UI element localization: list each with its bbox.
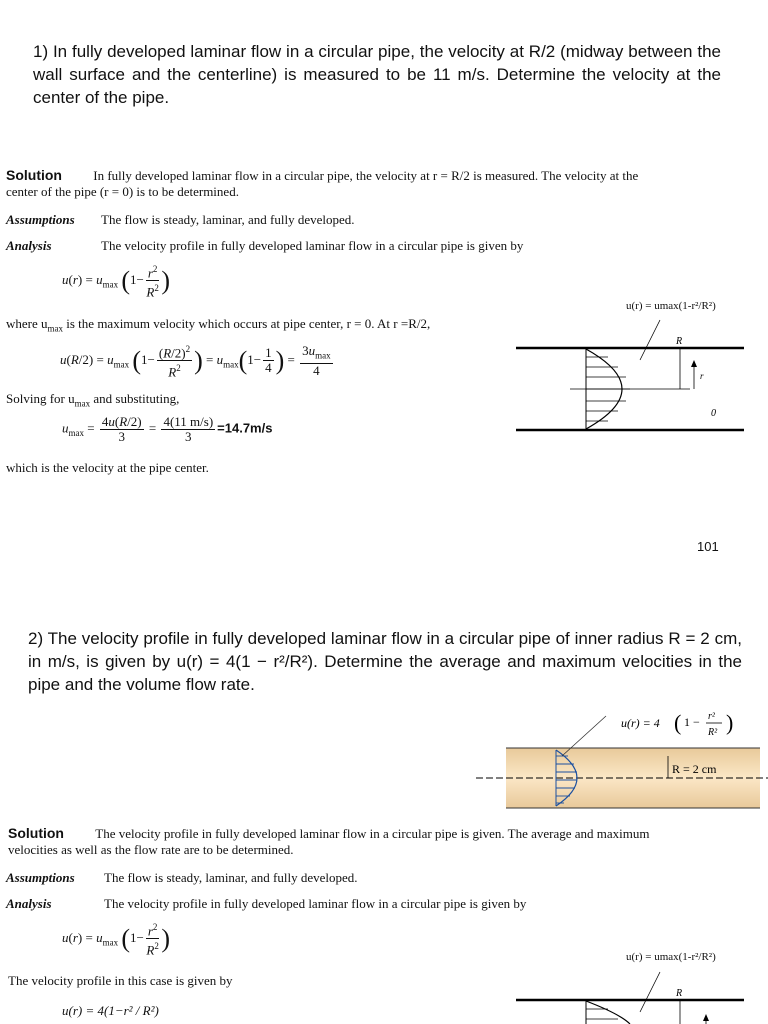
solution-1-assumptions <box>6 212 355 228</box>
svg-text:R²: R² <box>708 727 718 738</box>
svg-text:): ) <box>726 710 734 735</box>
where-rest: is the maximum velocity which occurs at pipe center, r = 0. At r =R/2, <box>63 316 431 331</box>
umax-equation: $u_{max}$ = $\frac{4u(R/2)}{3}$ = $\frac{4(11 m/s)}{3}$ =14.7m/s <box>62 414 273 444</box>
svg-text:1 −: 1 − <box>684 715 700 729</box>
pipe-flow-figure-2 <box>476 700 768 810</box>
svg-text:r²: r² <box>708 711 715 722</box>
solution-2-heading: Solution <box>8 825 64 841</box>
solution-2-analysis <box>6 896 526 912</box>
pipe-flow-figure-1 <box>510 312 750 437</box>
problem-2-statement: 2) The velocity profile in fully developed laminar flow in a circular pipe of inner radius R = 2 cm, in m/s, is given by u(r) = 4(1 − r²/R²). Determine the average and maximum velocities in the pipe and the volume flow rate. <box>28 629 742 694</box>
solving-line <box>6 391 179 412</box>
svg-text:(: ( <box>674 710 682 735</box>
figure-3-R: R <box>676 988 683 999</box>
figure-3-label: u(r) = umax(1-r²/R²) <box>626 951 716 963</box>
figure-2-R: R = 2 cm <box>672 762 717 776</box>
case-equation: u(r) = 4(1−r² / R²) <box>62 1003 159 1018</box>
analysis-text-2: The velocity profile in fully developed laminar flow in a circular pipe is given by <box>104 896 527 911</box>
velocity-profile-equation: $u(r) = u_{max}$ (1− $\frac{r^2}{R^2}$ ) <box>62 264 171 300</box>
problem-1-statement: 1) In fully developed laminar flow in a circular pipe, the velocity at R/2 (midway between the wall surface and the centerline) is measured to be 11 m/s. Determine the velocity at the center of the pipe. <box>33 42 721 107</box>
page-number: 101 <box>697 539 719 554</box>
case-text: The velocity profile in this case is given by <box>8 973 233 988</box>
umax-result: =14.7m/s <box>217 420 273 436</box>
figure-2-equation: u(r) = 4 <box>621 716 660 730</box>
where-text: where u <box>6 316 48 331</box>
solution-1-heading: Solution <box>6 167 62 183</box>
where-line <box>6 316 430 337</box>
assumptions-label-2: Assumptions <box>6 870 75 885</box>
figure-1-0: 0 <box>711 408 716 419</box>
solution-2-intro <box>8 825 766 858</box>
solution-1-analysis <box>6 238 523 254</box>
velocity-at-half-radius-equation: $u(R/2) = u_{max}$ (1− $\frac{(R/2)^2}{R^2}$ ) = $u_{max}(1-$ $\frac{1}{4}$ ) = $\frac{3u_{max}}{4}$ <box>60 343 331 380</box>
solving-sub: max <box>74 398 91 409</box>
figure-1-R: R <box>676 336 683 347</box>
analysis-text: The velocity profile in fully developed laminar flow in a circular pipe is given by <box>101 238 524 253</box>
closing-line: which is the velocity at the pipe center. <box>6 460 209 475</box>
analysis-label: Analysis <box>6 238 52 253</box>
velocity-profile-equation-2: $u(r) = u_{max}$ (1− $\frac{r^2}{R^2}$ ) <box>62 922 171 958</box>
analysis-label-2: Analysis <box>6 896 52 911</box>
solution-1-intro <box>6 167 764 200</box>
solution-2-assumptions <box>6 870 358 886</box>
solution-2-intro-b: velocities as well as the flow rate are to be determined. <box>8 842 294 857</box>
assumptions-label: Assumptions <box>6 212 75 227</box>
solving-rest: and substituting, <box>90 391 180 406</box>
solution-2-intro-a: The velocity profile in fully developed laminar flow in a circular pipe is given. The average and maximum <box>95 826 650 841</box>
pipe-flow-figure-3 <box>510 964 750 1024</box>
assumptions-text: The flow is steady, laminar, and fully developed. <box>101 212 355 227</box>
solution-1-intro-b: center of the pipe (r = 0) is to be determined. <box>6 184 239 199</box>
assumptions-text-2: The flow is steady, laminar, and fully developed. <box>104 870 358 885</box>
figure-1-r: r <box>700 371 704 381</box>
solution-1-intro-a: In fully developed laminar flow in a circular pipe, the velocity at r = R/2 is measured. The velocity at the <box>93 168 639 183</box>
solving-text: Solving for u <box>6 391 75 406</box>
where-sub: max <box>47 323 64 334</box>
figure-1-label: u(r) = umax(1-r²/R²) <box>626 300 716 312</box>
